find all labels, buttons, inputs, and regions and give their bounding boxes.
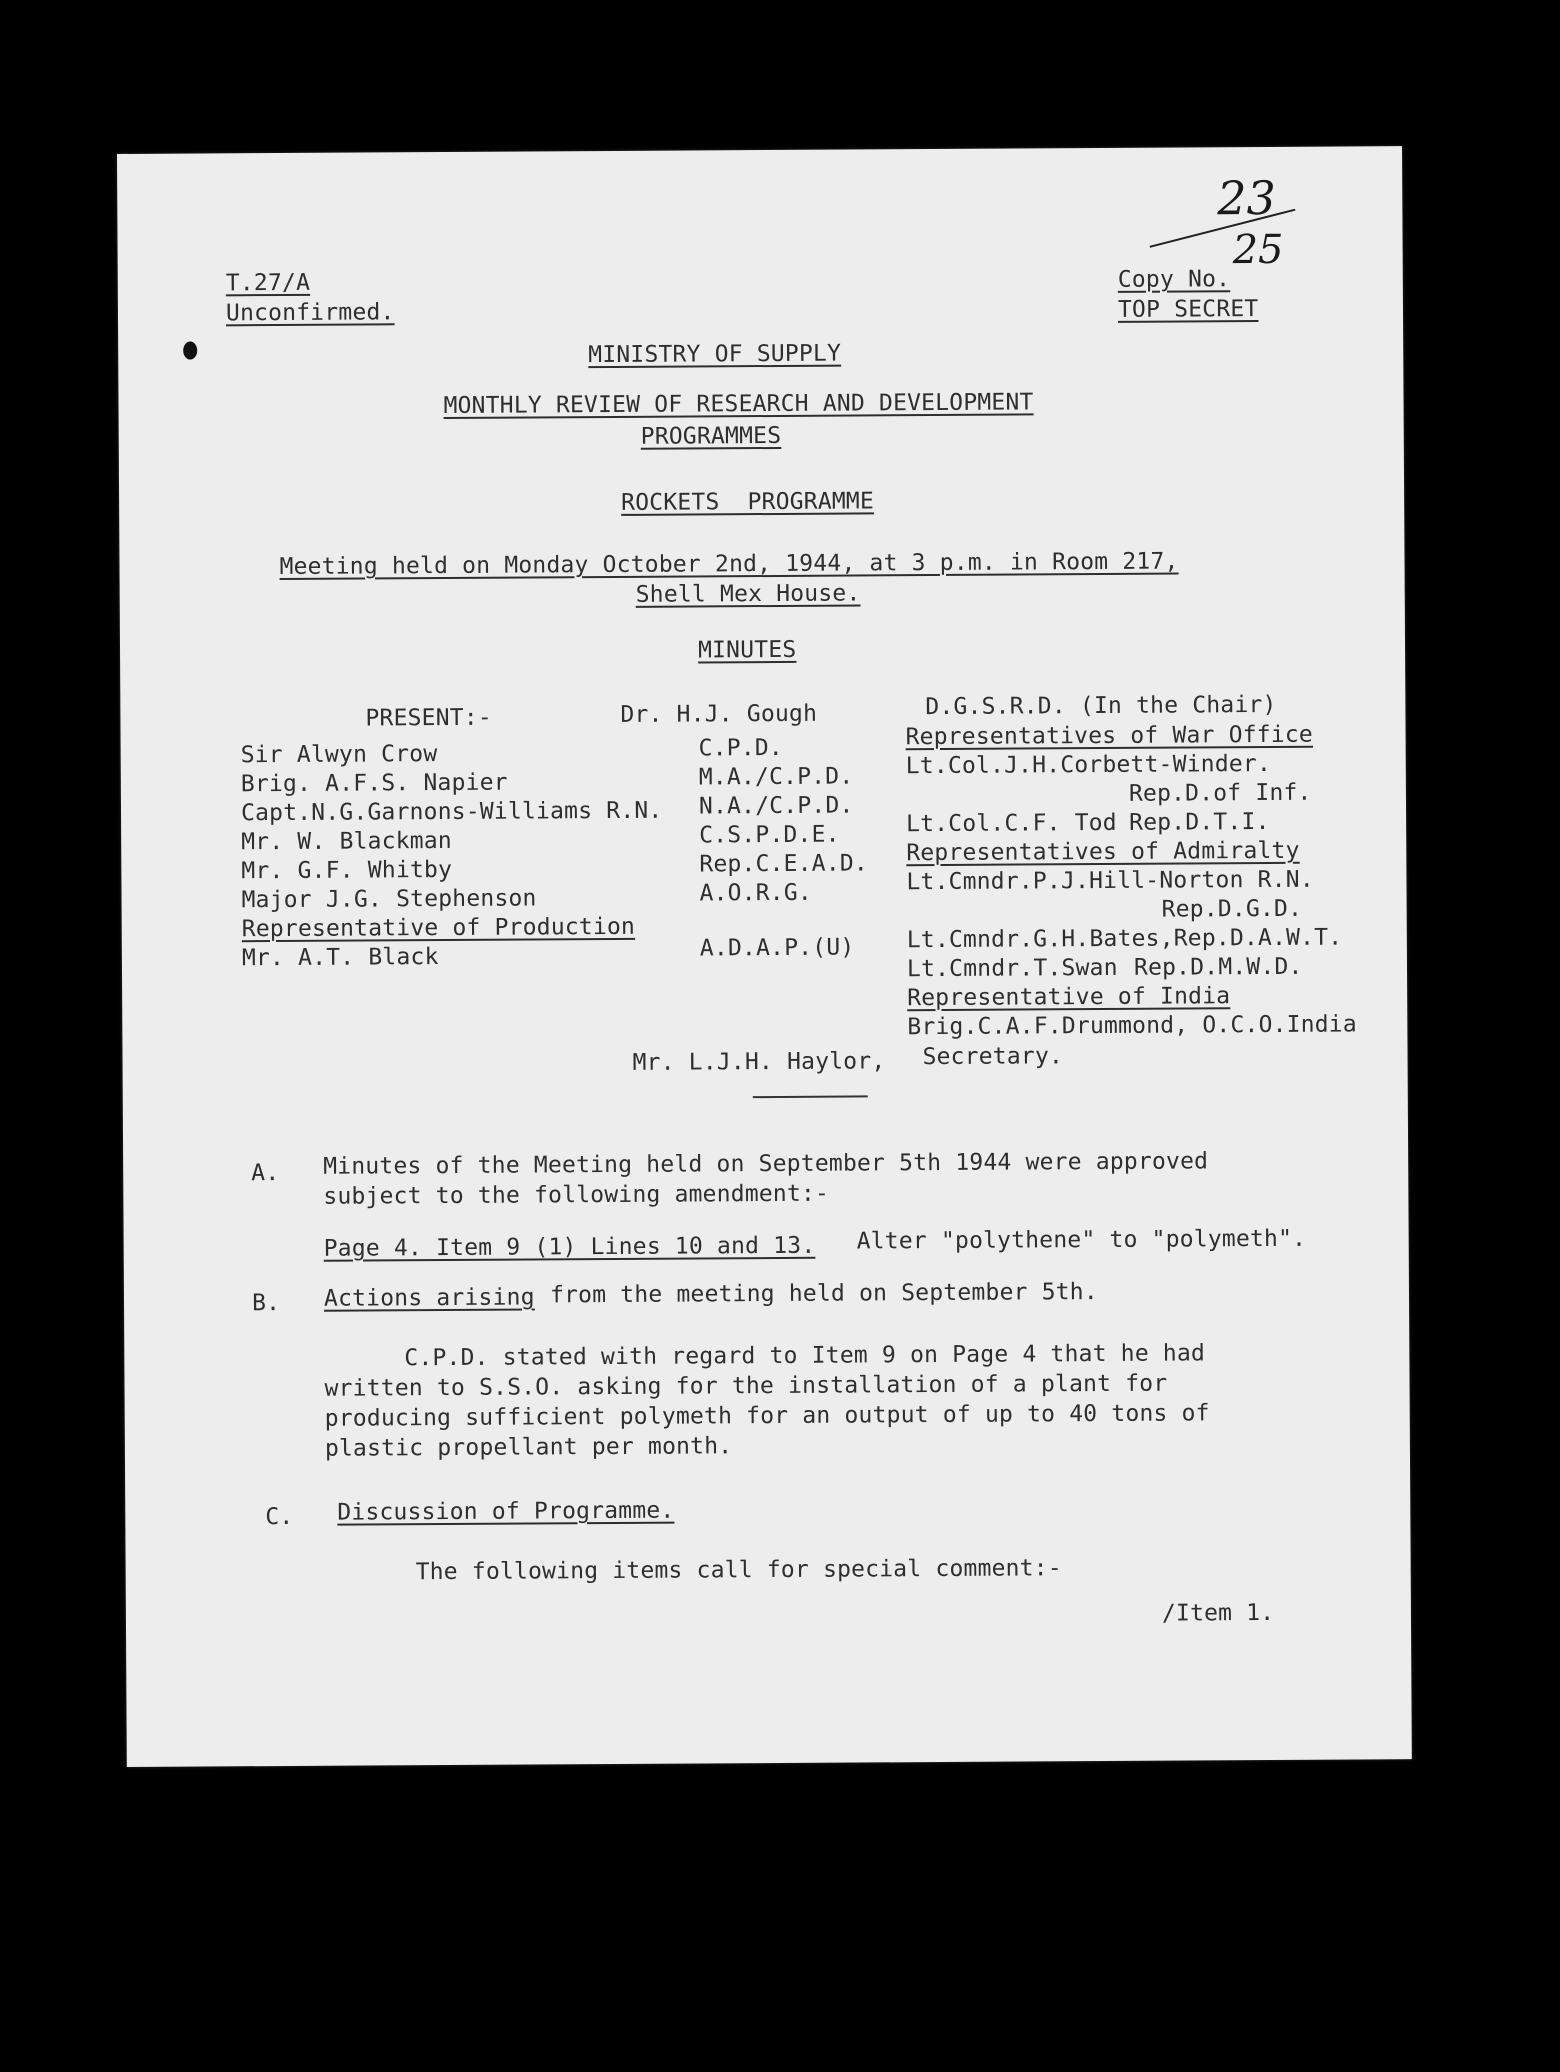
section-b-paragraph: C.P.D. stated with regard to Item 9 on Page 4 that he had (404, 1340, 1206, 1372)
copy-label: Copy No. (1117, 266, 1231, 293)
present-label: PRESENT:- (365, 704, 492, 732)
production-heading: Representative of Production (241, 913, 636, 943)
chair-name: Dr. H.J. Gough (620, 700, 818, 728)
programme-title: ROCKETS PROGRAMME (621, 488, 875, 516)
war-office-heading: Representatives of War Office (905, 721, 1314, 751)
attendee-name: Lt.Cmndr.T.Swan (906, 954, 1118, 983)
attendee-role: A.D.A.P.(U) (699, 934, 855, 962)
attendee-name: Mr. G.F. Whitby (241, 856, 453, 885)
secretary-role: Secretary. (922, 1043, 1064, 1071)
ink-blot (183, 342, 197, 360)
attendee-name: Lt.Cmndr.G.H.Bates,Rep.D.A.W.T. (906, 924, 1343, 954)
attendee-name: Lt.Col.J.H.Corbett-Winder. (905, 750, 1272, 780)
section-b-paragraph: plastic propellant per month. (324, 1433, 733, 1462)
continuation-marker: /Item 1. (1161, 1599, 1275, 1627)
attendee-name: Brig. A.F.S. Napier (240, 769, 508, 798)
minutes-title: MINUTES (697, 636, 797, 664)
attendee-name: Brig.C.A.F.Drummond, O.C.O.India (907, 1011, 1357, 1041)
admiralty-heading: Representatives of Admiralty (906, 837, 1300, 867)
attendee-role: Rep.D.of Inf. (1128, 779, 1312, 807)
section-divider (753, 1095, 868, 1098)
section-a-text: Minutes of the Meeting held on September 5th 1944 were approved (323, 1148, 1209, 1180)
meeting-line2: Shell Mex House. (635, 580, 861, 608)
section-b-heading: Actions arising (323, 1284, 535, 1312)
review-title-line1: MONTHLY REVIEW OF RESEARCH AND DEVELOPMENT (443, 389, 1034, 420)
section-c-intro: The following items call for special comment:- (415, 1555, 1062, 1586)
section-b-paragraph: written to S.S.O. asking for the installation of a plant for (324, 1370, 1168, 1402)
attendee-name: Mr. A.T. Black (241, 944, 439, 972)
attendee-name: Sir Alwyn Crow (240, 741, 438, 769)
attendee-role: Rep.D.G.D. (1161, 895, 1303, 923)
document-reference: T.27/A (225, 269, 311, 297)
amendment-reference: Page 4. Item 9 (1) Lines 10 and 13. (323, 1232, 816, 1262)
attendee-name: Mr. W. Blackman (241, 827, 453, 856)
india-heading: Representative of India (907, 983, 1231, 1012)
attendee-role: M.A./C.P.D. (698, 763, 854, 791)
section-b-heading-rest: from the meeting held on September 5th. (535, 1279, 1098, 1309)
amendment-text: Alter "polythene" to "polymeth". (856, 1225, 1307, 1255)
confirmation-status: Unconfirmed. (225, 299, 395, 327)
attendee-role: Rep.C.E.A.D. (699, 850, 869, 878)
secretary-name: Mr. L.J.H. Haylor, (632, 1048, 886, 1076)
attendee-role: C.P.D. (698, 734, 784, 762)
chair-role: D.G.S.R.D. (In the Chair) (925, 691, 1277, 721)
section-c-heading: Discussion of Programme. (337, 1497, 675, 1526)
attendee-name: Lt.Cmndr.P.J.Hill-Norton R.N. (906, 866, 1314, 896)
section-a-text: subject to the following amendment:- (323, 1180, 830, 1210)
section-a-label: A. (251, 1160, 280, 1187)
attendee-role: Rep.D.T.I. (1129, 808, 1270, 836)
attendee-name: Major J.G. Stephenson (241, 885, 537, 914)
attendee-role: N.A./C.P.D. (698, 792, 854, 820)
attendee-name: Lt.Col.C.F. Tod (906, 809, 1117, 838)
attendee-name: Capt.N.G.Garnons-Williams R.N. (240, 797, 663, 827)
section-b-paragraph: producing sufficient polymeth for an output of up to 40 tons of (324, 1400, 1210, 1432)
section-c-label: C. (265, 1503, 294, 1531)
copy-number-handwritten: 25 (1232, 226, 1284, 274)
section-b-label: B. (251, 1290, 281, 1317)
document-page (117, 146, 1412, 1767)
security-classification: TOP SECRET (1117, 296, 1259, 323)
folio-number: 23 (1217, 170, 1277, 226)
meeting-line1: Meeting held on Monday October 2nd, 1944, at 3 p.m. in Room 217, (279, 548, 1179, 581)
attendee-role: A.O.R.G. (699, 879, 812, 907)
attendee-role: Rep.D.M.W.D. (1133, 953, 1303, 981)
attendee-role: C.S.P.D.E. (699, 821, 840, 849)
ministry-title: MINISTRY OF SUPPLY (588, 340, 842, 369)
review-title-line2: PROGRAMMES (640, 422, 782, 450)
